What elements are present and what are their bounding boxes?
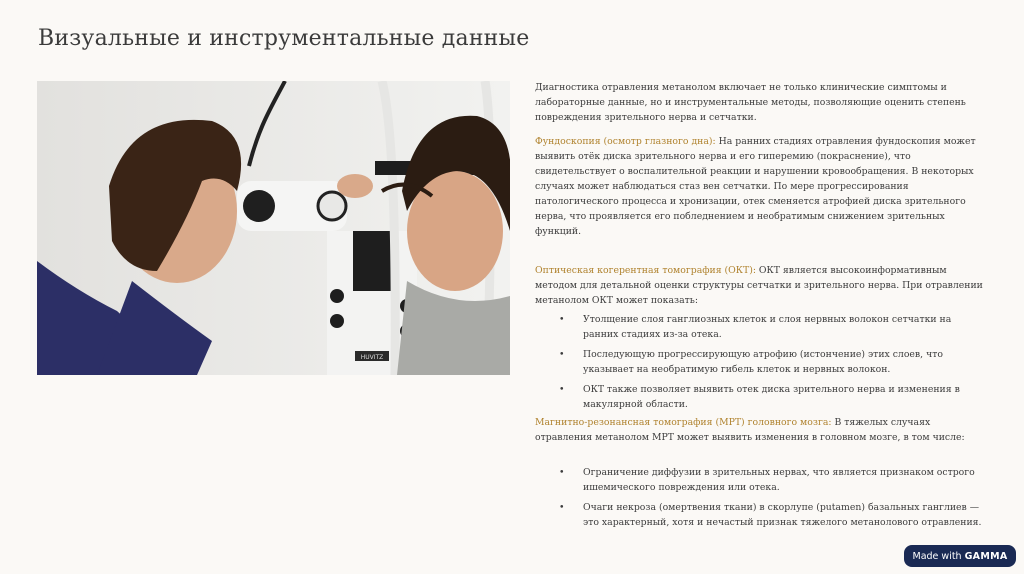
- device-brand-label: HUVITZ: [360, 354, 384, 361]
- mri-label: Магнитно-резонансная томография (МРТ) головного мозга:: [535, 417, 832, 428]
- made-with-gamma-badge[interactable]: [904, 545, 1016, 567]
- list-item: [535, 347, 985, 377]
- list-item-text: Утолщение слоя ганглиозных клеток и слоя нервных волокон сетчатки на ранних стадиях из-за отека.: [583, 314, 952, 340]
- intro-paragraph: Диагностика отравления метанолом включает не только клинические симптомы и лабораторные данные, но и инструментальные методы, позволяющие оценить степень повреждения зрительного нерва и сетчатки.: [535, 82, 966, 123]
- fundoscopy-text: На ранних стадиях отравления фундоскопия может выявить отёк диска зрительного нерва и его гиперемию (покраснение), что свидетельствует о воспалительной реакции и нарушении кровообращения. В некоторых случаях может наблюдаться стаз вен сетчатки. По мере прогрессирования патологического процесса и хронизации, отек сменяется атрофией диска зрительного нерва, что проявляется его побледнением и необратимым снижением зрительных функций.: [535, 136, 976, 237]
- slide-title: Визуальные и инструментальные данные: [38, 26, 530, 51]
- eye-exam-photo: [37, 81, 510, 375]
- badge-prefix: Made with: [912, 550, 962, 562]
- list-item: [535, 382, 985, 412]
- list-item: [535, 312, 985, 342]
- bullet-icon: •: [559, 502, 565, 513]
- bullet-icon: •: [559, 384, 565, 395]
- list-item-text: ОКТ также позволяет выявить отек диска зрительного нерва и изменения в макулярной области.: [583, 384, 960, 410]
- bullet-icon: •: [559, 349, 565, 360]
- list-item: [535, 465, 985, 495]
- oct-label: Оптическая когерентная томография (ОКТ):: [535, 265, 756, 276]
- mri-paragraph: [535, 415, 985, 445]
- mri-bullet-list: [535, 465, 985, 530]
- oct-text: ОКТ является высокоинформативным методом для детальной оценки структуры сетчатки и зрительного нерва. При отравлении метанолом ОКТ может показать:: [535, 265, 983, 306]
- bullet-icon: •: [559, 467, 565, 478]
- list-item: [535, 500, 985, 530]
- list-item-text: Последующую прогрессирующую атрофию (истончение) этих слоев, что указывает на необратимую гибель клеток и нервных волокон.: [583, 349, 943, 375]
- list-item-text: Очаги некроза (омертвения ткани) в скорлупе (putamen) базальных ганглиев — это характерный, хотя и нечастый признак тяжелого метанолового отравления.: [583, 502, 982, 528]
- fundoscopy-label: Фундоскопия (осмотр глазного дна):: [535, 136, 716, 147]
- list-item-text: Ограничение диффузии в зрительных нервах, что является признаком острого ишемического повреждения или отека.: [583, 467, 975, 493]
- oct-bullet-list: [535, 312, 985, 412]
- bullet-icon: •: [559, 314, 565, 325]
- gamma-logo: GAMMA: [964, 550, 1008, 562]
- fundoscopy-paragraph: [535, 134, 985, 239]
- mri-text: В тяжелых случаях отравления метанолом МРТ может выявить изменения в головном мозге, в том числе:: [535, 417, 965, 443]
- content-column: [535, 80, 985, 535]
- oct-paragraph: [535, 263, 985, 308]
